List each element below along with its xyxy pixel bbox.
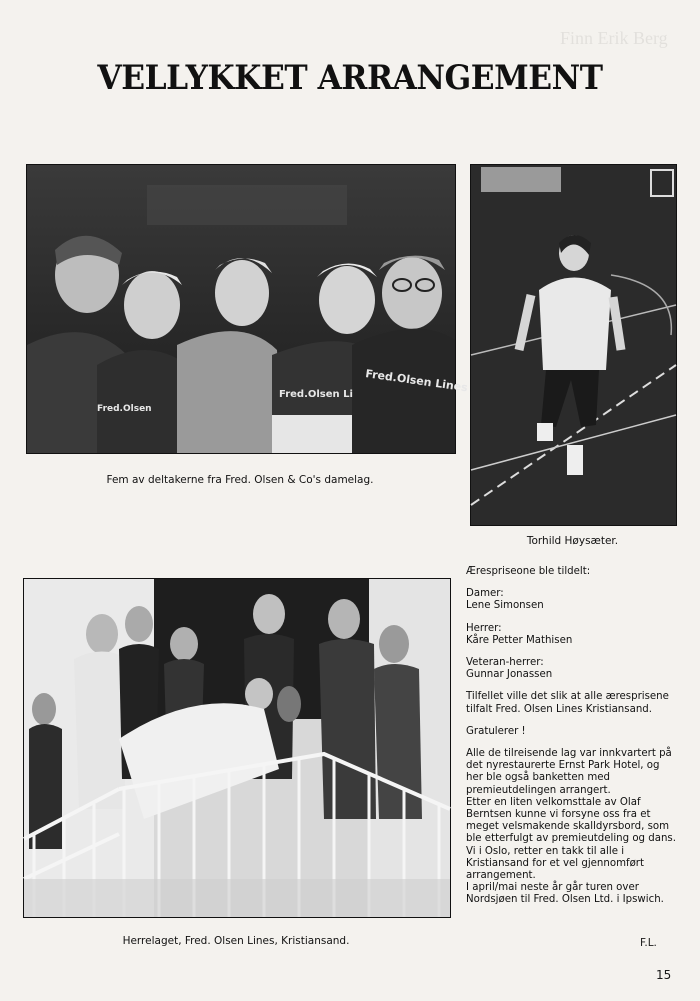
article-paragraph-4: Vi i Oslo, retter en takk til alle i Kristiansand for et vel gjennomført arrangement.: [466, 845, 644, 882]
article-congrats: Gratulerer !: [466, 725, 526, 737]
mens-team-photo-caption: Herrelaget, Fred. Olsen Lines, Kristiansand.: [122, 935, 350, 947]
category-label-damer: Damer:: [466, 588, 504, 600]
category-winner-damer: Lene Simonsen: [466, 600, 544, 612]
page-number: 15: [656, 968, 672, 982]
shirt-logo-1: Fred.Olsen Lines: [364, 367, 469, 395]
category-label-herrer: Herrer:: [466, 622, 502, 634]
ghost-name-left: Finn Erik Berg: [560, 28, 668, 48]
team-photo-caption: Fem av deltakerne fra Fred. Olsen & Co's damelag.: [106, 474, 374, 486]
article-intro: Ærespriseone ble tildelt:: [466, 566, 591, 577]
category-winner-herrer: Kåre Petter Mathisen: [466, 634, 573, 646]
article-paragraph-2: Alle de tilreisende lag var innkvartert på det nyrestaurerte Ernst Park Hotel, og her ble også banketten med premieutdelingen arrangert.: [466, 748, 672, 796]
mens-team-photo: [23, 578, 451, 918]
player-photo-caption: Torhild Høysæter.: [526, 535, 619, 547]
shirt-logo-2: Fred.Olsen Li: [279, 389, 353, 400]
category-winner-veteran: Gunnar Jonassen: [466, 669, 553, 681]
headline: VELLYKKET ARRANGEMENT: [97, 58, 603, 98]
article-paragraph-3: Etter en liten velkomsttale av Olaf Berntsen kunne vi forsyne oss fra et meget velsmakende skalldyrsbord, som ble etterfulgt av premieutdeling og dans.: [466, 796, 676, 845]
shirt-logo-3: Fred.Olsen: [97, 404, 152, 414]
article-paragraph-1: Tilfellet ville det slik at alle æresprisene tilfalt Fred. Olsen Lines Kristiansand.: [466, 691, 669, 715]
article-body: [466, 566, 676, 907]
article-paragraph-5: I april/mai neste år går turen over Nordsjøen til Fred. Olsen Ltd. i Ipswich.: [466, 882, 664, 906]
player-photo: [470, 164, 677, 526]
team-photo: [26, 164, 469, 454]
category-label-veteran: Veteran-herrer:: [466, 657, 544, 669]
article-signature: F.L.: [640, 937, 657, 949]
